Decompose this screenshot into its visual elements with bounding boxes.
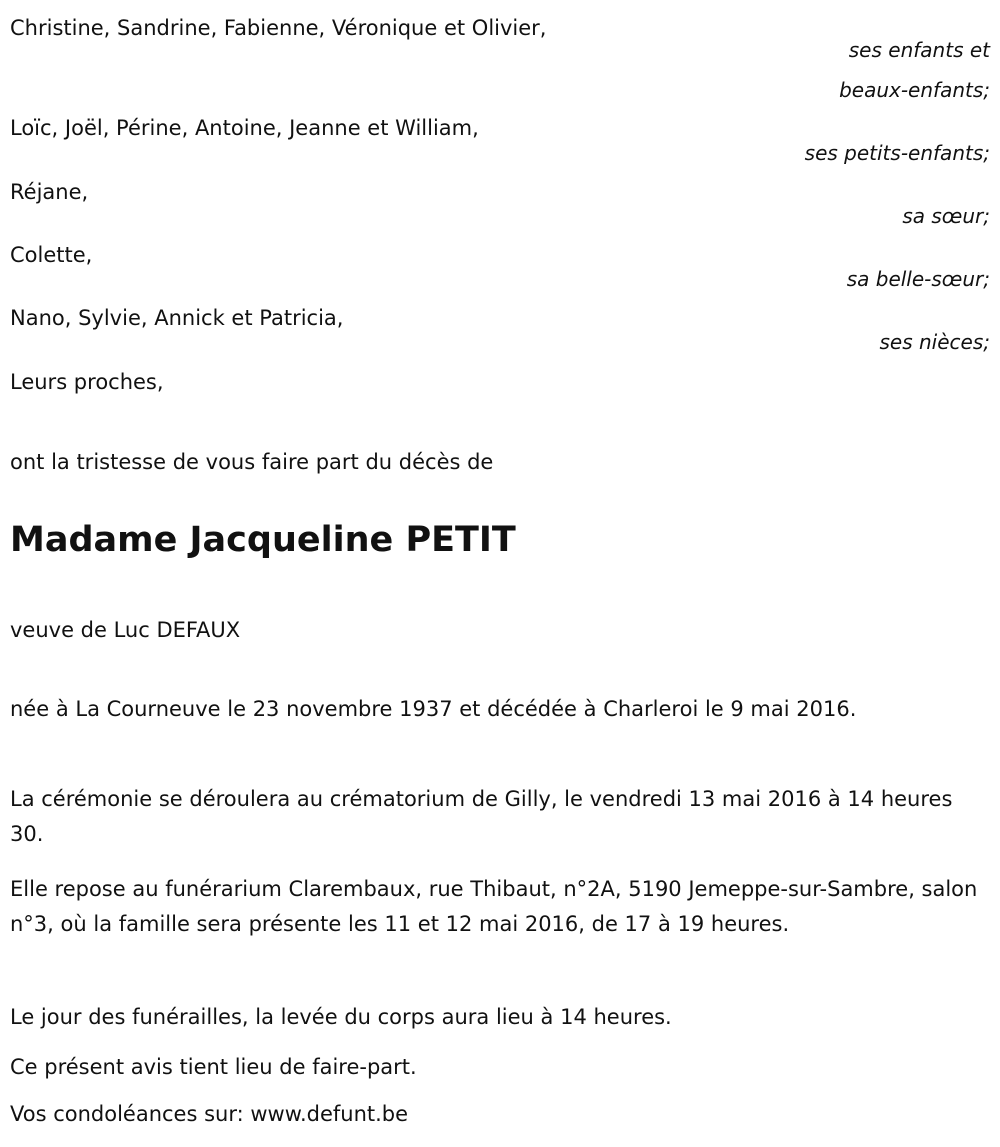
birth-death-paragraph: née à La Courneuve le 23 novembre 1937 et décédée à Charleroi le 9 mai 2016. xyxy=(10,697,857,721)
family-grandchildren-names: Loïc, Joël, Périne, Antoine, Jeanne et William, xyxy=(10,116,479,140)
family-nieces-names: Nano, Sylvie, Annick et Patricia, xyxy=(10,306,344,330)
family-sister-in-law-name: Colette, xyxy=(10,243,93,267)
ceremony-paragraph: La cérémonie se déroulera au crématorium de Gilly, le vendredi 13 mai 2016 à 14 heures 30. xyxy=(10,787,953,846)
relation-grandchildren: ses petits-enfants; xyxy=(804,141,990,165)
relation-children-in-law: beaux-enfants; xyxy=(839,78,990,102)
widow-of: veuve de Luc DEFAUX xyxy=(10,618,241,642)
funeral-day-paragraph: Le jour des funérailles, la levée du corps aura lieu à 14 heures. xyxy=(10,1005,672,1029)
family-relatives: Leurs proches, xyxy=(10,370,164,394)
family-sister-name: Réjane, xyxy=(10,180,89,204)
relation-sister-in-law: sa belle-sœur; xyxy=(846,267,990,291)
relation-children: ses enfants et xyxy=(848,38,990,62)
condolences-paragraph: Vos condoléances sur: www.defunt.be xyxy=(10,1102,409,1126)
relation-sister: sa sœur; xyxy=(902,204,990,228)
announcement-text: ont la tristesse de vous faire part du décès de xyxy=(10,450,494,474)
relation-nieces: ses nièces; xyxy=(879,330,990,354)
family-children-names: Christine, Sandrine, Fabienne, Véronique et Olivier, xyxy=(10,16,547,40)
notice-paragraph: Ce présent avis tient lieu de faire-part. xyxy=(10,1055,417,1079)
funeral-home-paragraph: Elle repose au funérarium Clarembaux, rue Thibaut, n°2A, 5190 Jemeppe-sur-Sambre, salon n°3, où la famille sera présente les 11 et 12 mai 2016, de 17 à 19 heures. xyxy=(10,877,978,936)
deceased-name: Madame Jacqueline PETIT xyxy=(10,520,516,560)
